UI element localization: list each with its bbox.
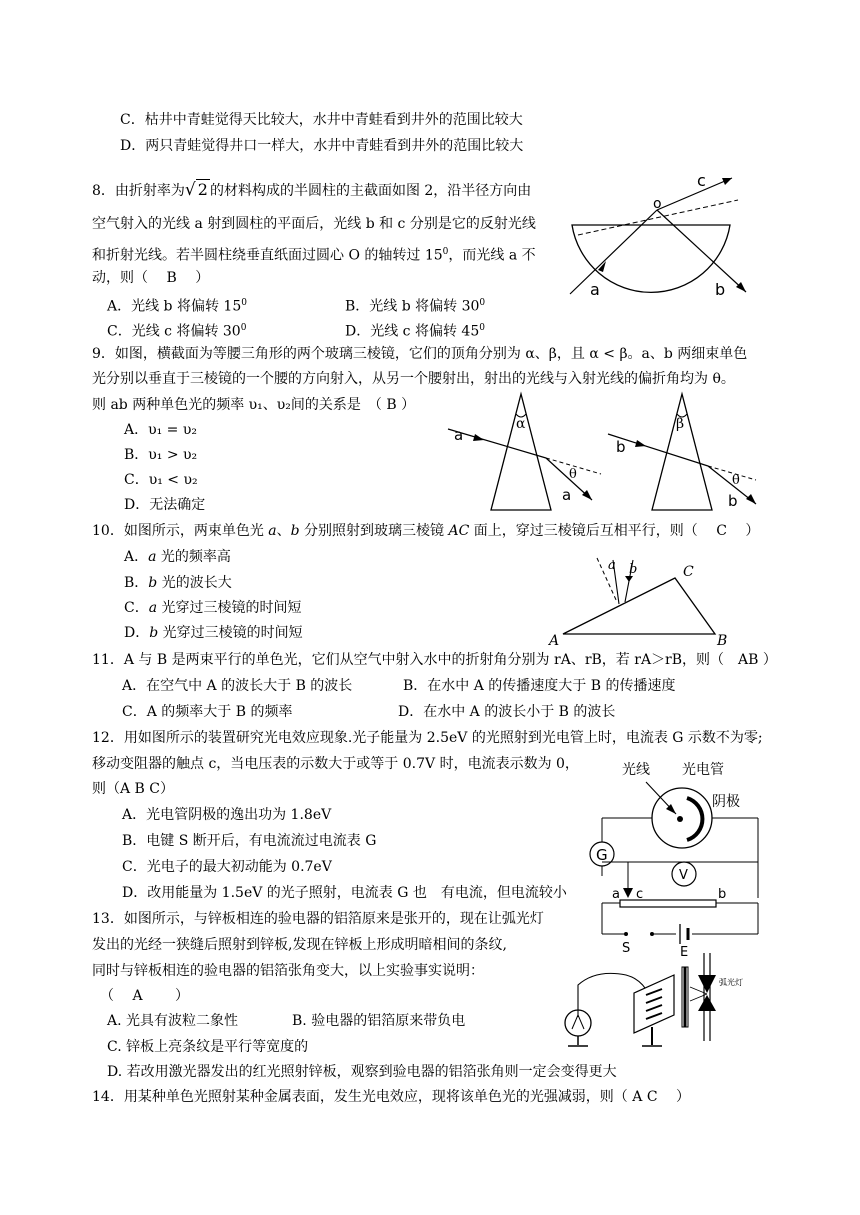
q8-option-c-text: C．光线 c 将偏转 30: [107, 323, 241, 340]
label-theta-b: θ: [732, 473, 740, 488]
slider-arrow: [623, 888, 633, 898]
q8-stem-start: 8．由折射率为: [92, 183, 185, 199]
var-b: b: [148, 575, 158, 591]
q13-option-d: D. 若改用激光器发出的红光照射锌板，观察到验电器的铝箔张角则一定会变得更大: [107, 1064, 617, 1080]
battery-gap: [676, 926, 692, 942]
q9-prisms-figure: [446, 388, 766, 516]
label-C: C: [683, 564, 694, 580]
option-text: 光的波长大: [157, 575, 232, 591]
label-c: c: [636, 887, 644, 902]
q9-option-c: C．υ₁ < υ₂: [124, 472, 198, 488]
switch-gap: [624, 930, 654, 938]
q10-option-b: [124, 574, 232, 592]
q12-option-a: A．光电管阴极的逸出功为 1.8eV: [122, 807, 332, 823]
option-letter: A．: [124, 549, 149, 565]
var-a: a: [148, 549, 157, 565]
var-b: b: [290, 523, 300, 539]
q13-electroscope-figure: [556, 945, 771, 1053]
lamp-electrode-top: [698, 975, 716, 993]
q8-line1: [92, 181, 531, 200]
ray-c-arrow: [722, 178, 732, 185]
separator: 、: [276, 523, 291, 539]
var-b: b: [149, 625, 159, 641]
q8-option-b: [345, 294, 485, 316]
q13-line4: （ A ）: [100, 988, 190, 1004]
q8-option-b-text: B．光线 b 将偏转 30: [345, 298, 480, 315]
q11-stem: 11．A 与 B 是两束平行的单色光，它们从空气中射入水中的折射角分别为 rA、rB，若 rA＞rB，则（ AB ）: [92, 652, 777, 668]
label-a-in: a: [454, 426, 464, 444]
q8-option-a: [107, 294, 247, 316]
label-e: E: [680, 945, 689, 958]
q8-option-d-text: D．光线 c 将偏转 45: [345, 323, 480, 340]
label-b-in: b: [616, 438, 626, 456]
var-a: a: [268, 523, 277, 539]
q8-semicircle-figure: [560, 170, 760, 305]
label-v: V: [679, 868, 688, 883]
q12-line3: 则（A B C）: [92, 781, 175, 797]
q13-line3: 同时与锌板相连的验电器的铝箔张角变大，以上实验事实说明：: [92, 963, 484, 979]
q12-option-d: D．改用能量为 1.5eV 的光子照射，电流表 G 也 有电流，但电流较小: [122, 885, 567, 901]
label-beta: β: [676, 416, 685, 432]
q7-option-d: D．两只青蛙觉得井口一样大，水井中青蛙看到井外的范围比较大: [120, 138, 524, 154]
q11-option-d: D．在水中 A 的波长小于 B 的波长: [398, 704, 616, 720]
q8-option-c: [107, 319, 246, 341]
q10-stem-mid: 分别照射到玻璃三棱镜: [299, 523, 449, 539]
q12-circuit-figure: [584, 758, 768, 958]
q10-prism-figure: [545, 556, 745, 648]
label-B: B: [717, 633, 728, 648]
label-A: A: [549, 633, 560, 648]
degree-sup: 0: [240, 323, 247, 333]
q8-line4: 动，则（ B ）: [92, 270, 210, 286]
var-ac: AC: [448, 523, 470, 539]
degree-sup: 0: [442, 247, 449, 257]
q8-line3-end: ，而光线 a 不: [448, 247, 536, 264]
label-b-out: b: [728, 492, 738, 510]
label-light: 光线: [622, 762, 650, 778]
label-cathode: 阴极: [712, 794, 740, 810]
q13-option-c: C. 锌板上亮条纹是平行等宽度的: [107, 1039, 309, 1055]
degree-sup: 0: [479, 298, 486, 308]
ray-c-line: [657, 178, 732, 210]
q8-stem-end: 的材料构成的半圆柱的主截面如图 2，沿半径方向由: [209, 183, 532, 199]
q12-line2: 移动变阻器的触点 c，当电压表的示数大于或等于 0.7V 时，电流表示数为 0，: [92, 756, 579, 772]
label-a: a: [612, 887, 620, 902]
sqrt-symbol: √: [184, 180, 196, 200]
label-a: a: [590, 280, 600, 299]
q12-option-b: B．电键 S 断开后，有电流流过电流表 G: [122, 833, 377, 849]
q9-option-a: A．υ₁ = υ₂: [124, 422, 197, 438]
option-text: 光穿过三棱镜的时间短: [157, 600, 302, 616]
rheostat: [620, 900, 716, 907]
ray-b-line: [657, 210, 746, 292]
degree-sup: 0: [479, 323, 485, 333]
ray-a-arrow: [473, 434, 484, 441]
leaf-left: [572, 1015, 578, 1029]
q8-line2: 空气射入的光线 a 射到圆柱的平面后，光线 b 和 c 分别是它的反射光线: [92, 216, 536, 232]
label-alpha: α: [516, 416, 526, 432]
label-b: b: [629, 562, 638, 577]
sqrt-radicand: 2: [197, 180, 208, 199]
ray-b-out-arrow: [746, 494, 756, 504]
label-a: a: [608, 558, 616, 573]
q9-line3: 则 ab 两种单色光的频率 υ₁、υ₂间的关系是 （ B ）: [92, 397, 416, 413]
label-tube: 光电管: [682, 762, 724, 778]
q12-option-c: C．光电子的最大初动能为 0.7eV: [122, 859, 332, 875]
q9-option-d: D．无法确定: [124, 497, 206, 513]
label-s: S: [622, 941, 631, 956]
label-g: G: [596, 846, 608, 864]
q14-stem: 14．用某种单色光照射某种金属表面，发生光电效应，现将该单色光的光强减弱，则（ A C ）: [92, 1089, 690, 1105]
label-b: b: [718, 887, 727, 902]
q12-line1: 12．用如图所示的装置研究光电效应现象.光子能量为 2.5eV 的光照射到光电管上时，电流表 G 示数不为零;: [92, 730, 763, 746]
ray-b-arrow: [635, 440, 646, 447]
q11-option-b: B．在水中 A 的传播速度大于 B 的传播速度: [403, 678, 676, 694]
q13-option-a: A. 光具有波粒二象性: [107, 1013, 239, 1029]
q13-line1: 13．如图所示，与锌板相连的验电器的铝箔原来是张开的，现在让弧光灯: [92, 911, 544, 927]
option-letter: B．: [124, 575, 149, 591]
q9-option-b: B．υ₁ > υ₂: [124, 447, 198, 463]
q11-option-c: C．A 的频率大于 B 的频率: [122, 704, 293, 720]
switch-pin-right: [650, 932, 654, 936]
q11-option-a: A．在空气中 A 的波长大于 B 的波长: [122, 678, 353, 694]
prism-abc: [563, 578, 715, 634]
prism-beta: [652, 394, 712, 510]
q10-stem: [92, 522, 759, 540]
q10-option-c: [124, 599, 302, 617]
q8-line3: [92, 243, 536, 265]
label-b: b: [715, 280, 726, 299]
label-c: c: [697, 171, 706, 190]
q9-line2: 光分别以垂直于三棱镜的一个腰的方向射入，从另一个腰射出，射出的光线与入射光线的偏折角均为 θ。: [92, 371, 735, 387]
prism-alpha: [491, 394, 551, 510]
ray-a-line: [570, 210, 657, 294]
degree-sup: 0: [241, 298, 247, 308]
q8-option-a-text: A．光线 b 将偏转 15: [107, 298, 242, 315]
label-o: o: [653, 196, 662, 212]
lamp-electrode-bottom: [698, 995, 716, 1011]
q9-line1: 9．如图，横截面为等腰三角形的两个玻璃三棱镜，它们的顶角分别为 α、β，且 α < β。a、b 两细束单色: [92, 346, 748, 362]
q8-line3-text: 和折射光线。若半圆柱绕垂直纸面过圆心 O 的轴转过 15: [92, 247, 443, 264]
option-letter: D．: [124, 625, 150, 641]
zinc-plate: [634, 975, 674, 1033]
q13-line2: 发出的光经一狭缝后照射到锌板,发现在锌板上形成明暗相间的条纹,: [92, 937, 507, 953]
var-a: a: [148, 600, 158, 616]
anode-dot: [677, 816, 683, 822]
switch-pin-left: [624, 932, 628, 936]
q8-option-d: [345, 319, 485, 341]
label-arc-lamp: 弧光灯: [719, 978, 743, 987]
q7-option-c: C．枯井中青蛙觉得天比较大，水井中青蛙看到井外的范围比较大: [120, 112, 523, 128]
q10-option-a: [124, 548, 231, 566]
cathode-arc: [687, 798, 702, 840]
label-theta-a: θ: [569, 467, 577, 482]
leaf-right: [578, 1015, 584, 1029]
q10-option-d: [124, 624, 303, 642]
q10-stem-end: 面上，穿过三棱镜后互相平行，则（ C ）: [469, 523, 760, 539]
q10-stem-text: 10．如图所示，两束单色光: [92, 523, 269, 539]
option-text: 光的频率高: [156, 549, 231, 565]
label-a-out: a: [562, 486, 572, 504]
option-letter: C．: [124, 600, 149, 616]
q13-option-b: B. 验电器的铝箔原来带负电: [292, 1013, 466, 1029]
option-text: 光穿过三棱镜的时间短: [158, 625, 303, 641]
